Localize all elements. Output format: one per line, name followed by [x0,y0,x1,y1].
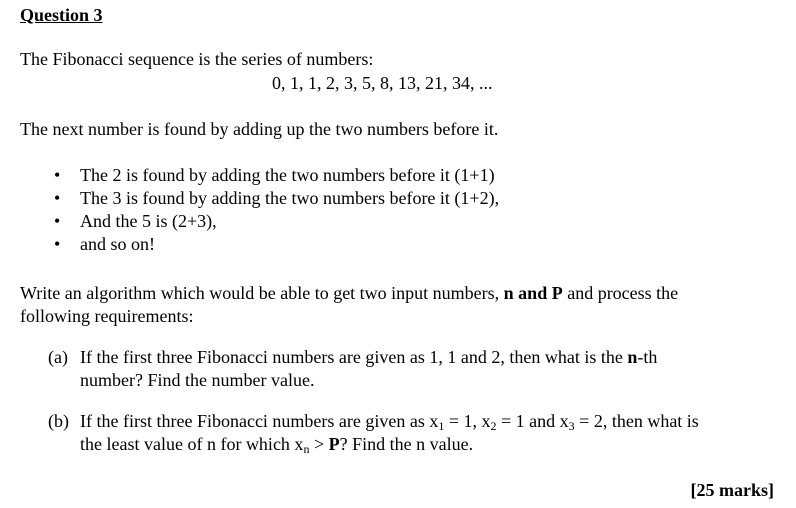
task-inputs: n and P [503,283,563,303]
next-number-text: The next number is found by adding up the two numbers before it. [20,119,499,139]
bullet-icon: • [54,188,61,208]
task-prefix: Write an algorithm which would be able to get two input numbers, [20,283,504,303]
bullet-text: And the 5 is (2+3), [80,211,217,231]
part-b-line-2 [80,433,473,456]
part-a-text: If the first three Fibonacci numbers are given as 1, 1 and 2, then what is the [80,347,628,367]
part-b-text: ? Find the n value. [339,434,474,454]
part-a-suffix: -th [637,347,658,367]
part-a-label: (a) [48,347,68,367]
part-b-p: P [328,434,340,454]
part-a-n: n [627,347,638,367]
part-b-text: > [309,434,329,454]
fibonacci-sequence: 0, 1, 1, 2, 3, 5, 8, 13, 21, 34, ... [272,73,493,93]
intro-text: The Fibonacci sequence is the series of numbers: [20,49,374,69]
bullet-icon: • [54,211,61,231]
part-b-text: the least value of n for which x [80,434,304,454]
part-b-text: If the first three Fibonacci numbers are given as x [80,411,439,431]
marks-total: [25 marks] [690,480,774,500]
bullet-text: and so on! [80,234,155,254]
task-line-2: following requirements: [20,306,194,326]
part-b-line-1 [80,410,699,433]
subscript: n [303,442,310,456]
question-title: Question 3 [20,5,103,25]
part-a-line-2: number? Find the number value. [80,370,315,390]
part-b-text: = 2, then what is [574,411,699,431]
part-a-line-1 [80,346,657,369]
bullet-text: The 3 is found by adding the two numbers before it (1+2), [80,188,500,208]
subscript: 2 [490,419,497,433]
part-b-text: = 1 and x [496,411,569,431]
part-b-text: = 1, x [444,411,491,431]
bullet-icon: • [54,165,61,185]
subscript: 3 [568,419,575,433]
subscript: 1 [438,419,445,433]
bullet-icon: • [54,234,61,254]
part-b-label: (b) [48,411,69,431]
bullet-text: The 2 is found by adding the two numbers before it (1+1) [80,165,495,185]
task-suffix: and process the [562,283,679,303]
task-line-1 [20,282,678,305]
